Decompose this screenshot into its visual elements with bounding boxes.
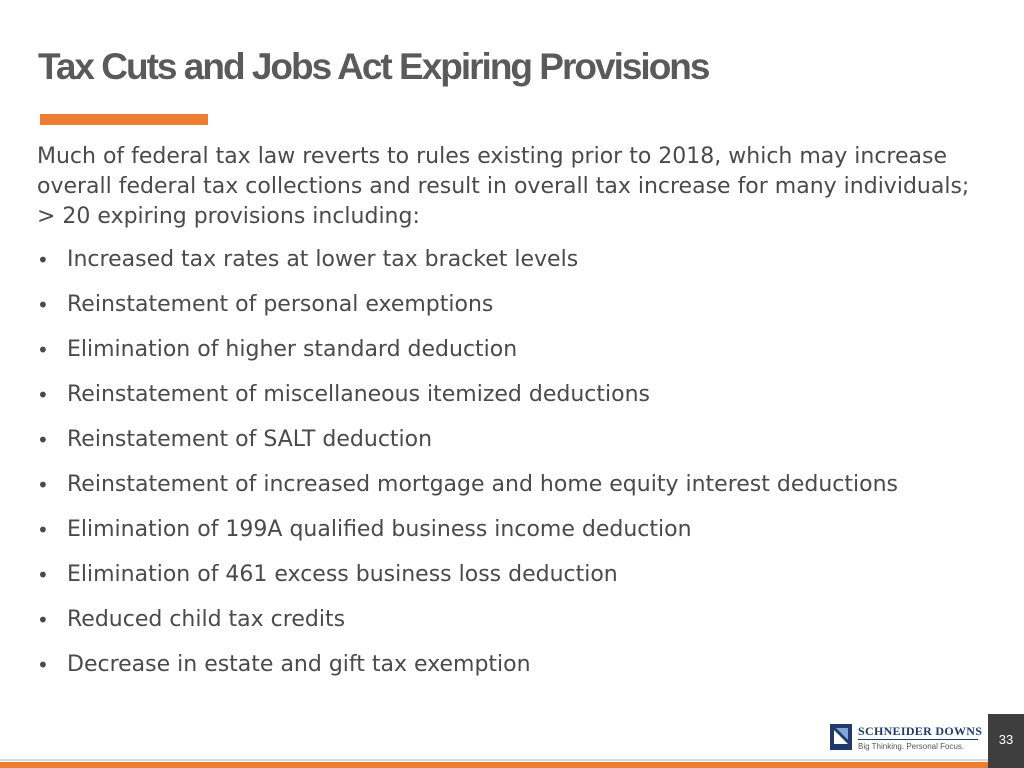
list-item: [37, 245, 1007, 275]
list-item-text: Elimination of 461 excess business loss deduction: [67, 562, 618, 587]
page-number-box: [988, 714, 1024, 768]
list-item: [37, 515, 1007, 545]
list-item: [37, 560, 1007, 590]
list-item: [37, 470, 1007, 500]
bullet-icon: •: [37, 473, 49, 497]
schneider-downs-logo-icon: [830, 724, 852, 750]
brand-name: SCHNEIDER DOWNS: [858, 724, 983, 738]
bullet-icon: •: [37, 428, 49, 452]
bullet-icon: •: [37, 338, 49, 362]
list-item: [37, 605, 1007, 635]
footer-accent-bar: [0, 762, 988, 768]
list-item: [37, 425, 1007, 455]
list-item: [37, 380, 1007, 410]
list-item-text: Reinstatement of SALT deduction: [67, 427, 433, 452]
list-item-text: Reinstatement of personal exemptions: [67, 292, 494, 317]
provisions-list: [37, 245, 1007, 695]
brand-divider: [858, 739, 978, 740]
list-item-text: Reduced child tax credits: [67, 607, 346, 632]
brand-logo: [830, 724, 983, 752]
list-item: [37, 650, 1007, 680]
list-item-text: Reinstatement of miscellaneous itemized deductions: [67, 382, 650, 407]
list-item: [37, 290, 1007, 320]
slide-title: Tax Cuts and Jobs Act Expiring Provisions: [38, 46, 709, 87]
bullet-icon: •: [37, 293, 49, 317]
list-item-text: Increased tax rates at lower tax bracket levels: [67, 247, 579, 272]
list-item: [37, 335, 1007, 365]
list-item-text: Decrease in estate and gift tax exemption: [67, 652, 531, 677]
footer-divider: [0, 759, 988, 761]
bullet-icon: •: [37, 653, 49, 677]
brand-tagline: Big Thinking. Personal Focus.: [858, 742, 965, 751]
bullet-icon: •: [37, 563, 49, 587]
bullet-icon: •: [37, 518, 49, 542]
list-item-text: Reinstatement of increased mortgage and home equity interest deductions: [67, 472, 898, 497]
list-item-text: Elimination of 199A qualified business income deduction: [67, 517, 692, 542]
bullet-icon: •: [37, 383, 49, 407]
list-item-text: Elimination of higher standard deduction: [67, 337, 518, 362]
intro-paragraph: Much of federal tax law reverts to rules existing prior to 2018, which may increase overall federal tax collections and result in overall tax increase for many individuals; > 20 expiring provisions including:: [37, 144, 970, 229]
bullet-icon: •: [37, 248, 49, 272]
bullet-icon: •: [37, 608, 49, 632]
title-accent-bar: [40, 114, 208, 125]
page-number: 33: [998, 732, 1014, 747]
